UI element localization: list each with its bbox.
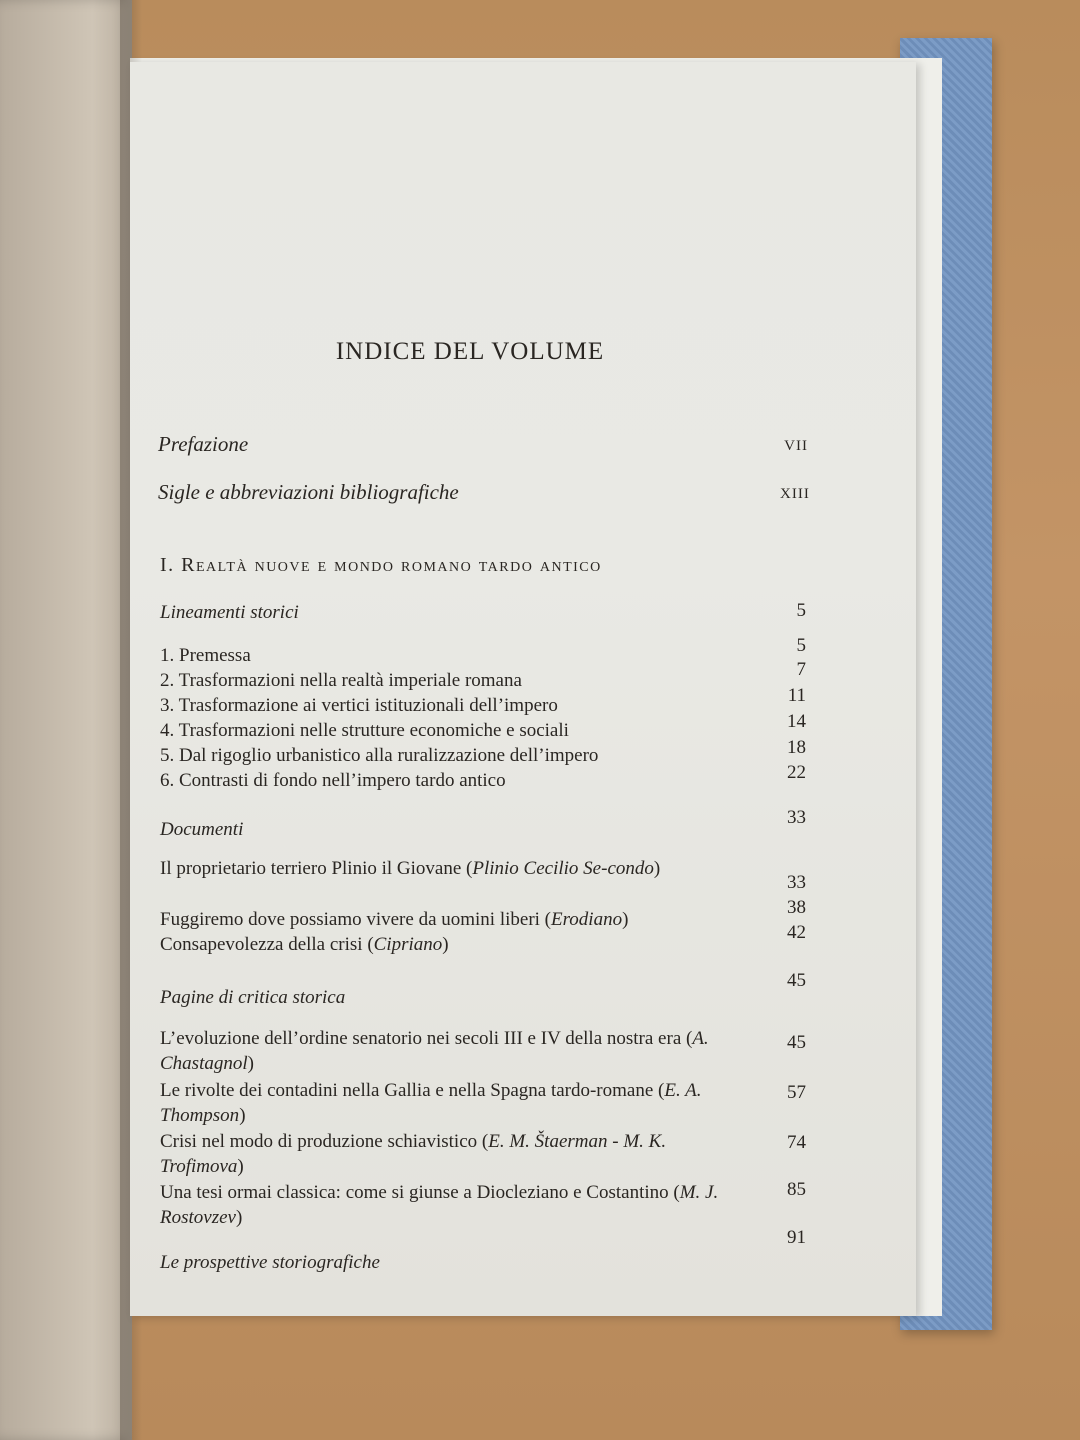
page-number: 5 <box>796 600 806 621</box>
list-item: Crisi nel modo di produzione schiavistico (E. M. Štaerman - M. K. Trofimova) <box>160 1131 667 1177</box>
section-heading-pagine: Pagine di critica storica <box>160 987 346 1008</box>
page-number: 57 <box>787 1082 806 1103</box>
page-number: 91 <box>787 1227 806 1248</box>
page-number: 11 <box>787 685 806 706</box>
section-heading-documenti: Documenti <box>160 819 244 840</box>
list-item: 3. Trasformazione ai vertici istituzionali dell’impero <box>160 695 558 716</box>
section-heading-prospettive: Le prospettive storiografiche <box>160 1252 380 1273</box>
facing-page <box>0 0 132 1440</box>
front-matter-item: Sigle e abbreviazioni bibliografiche <box>158 480 459 504</box>
page-number: 18 <box>787 737 806 758</box>
page-number: 74 <box>787 1132 806 1153</box>
page-number: 22 <box>787 762 806 783</box>
list-item: 4. Trasformazioni nelle strutture economiche e sociali <box>160 720 569 741</box>
list-item: Le rivolte dei contadini nella Gallia e nella Spagna tardo-romane (E. A. Thompson) <box>160 1080 702 1126</box>
index-page <box>130 62 916 1316</box>
page-number: VII <box>784 438 808 454</box>
page-number: 45 <box>787 1032 806 1053</box>
part-heading: I. Realtà nuove e mondo romano tardo antico <box>160 554 602 576</box>
page-number: 85 <box>787 1179 806 1200</box>
list-item: 6. Contrasti di fondo nell’impero tardo antico <box>160 770 506 791</box>
list-item: Il proprietario terriero Plinio il Giovane (Plinio Cecilio Se-condo) <box>160 858 661 879</box>
list-item: L’evoluzione dell’ordine senatorio nei secoli III e IV della nostra era (A. Chastagnol) <box>160 1028 709 1074</box>
list-item: 5. Dal rigoglio urbanistico alla ruralizzazione dell’impero <box>160 745 599 766</box>
list-item: 1. Premessa <box>160 645 251 666</box>
page-number: 5 <box>796 635 806 656</box>
page-number: 33 <box>787 872 806 893</box>
list-item: Consapevolezza della crisi (Cipriano) <box>160 934 449 955</box>
list-item: Una tesi ormai classica: come si giunse a Diocleziano e Costantino (M. J. Rostovzev) <box>160 1182 719 1228</box>
page-number: 45 <box>787 970 806 991</box>
section-heading-lineamenti: Lineamenti storici <box>160 602 299 623</box>
page-number: 7 <box>796 659 806 680</box>
page-number: XIII <box>780 486 810 502</box>
page-number: 33 <box>787 807 806 828</box>
list-item: Fuggiremo dove possiamo vivere da uomini liberi (Erodiano) <box>160 909 629 930</box>
page-number: 14 <box>787 711 806 732</box>
page-number: 38 <box>787 897 806 918</box>
front-matter-item: Prefazione <box>158 432 249 456</box>
list-item: 2. Trasformazioni nella realtà imperiale romana <box>160 670 522 691</box>
page-title: INDICE DEL VOLUME <box>335 338 605 365</box>
page-number: 42 <box>787 922 806 943</box>
